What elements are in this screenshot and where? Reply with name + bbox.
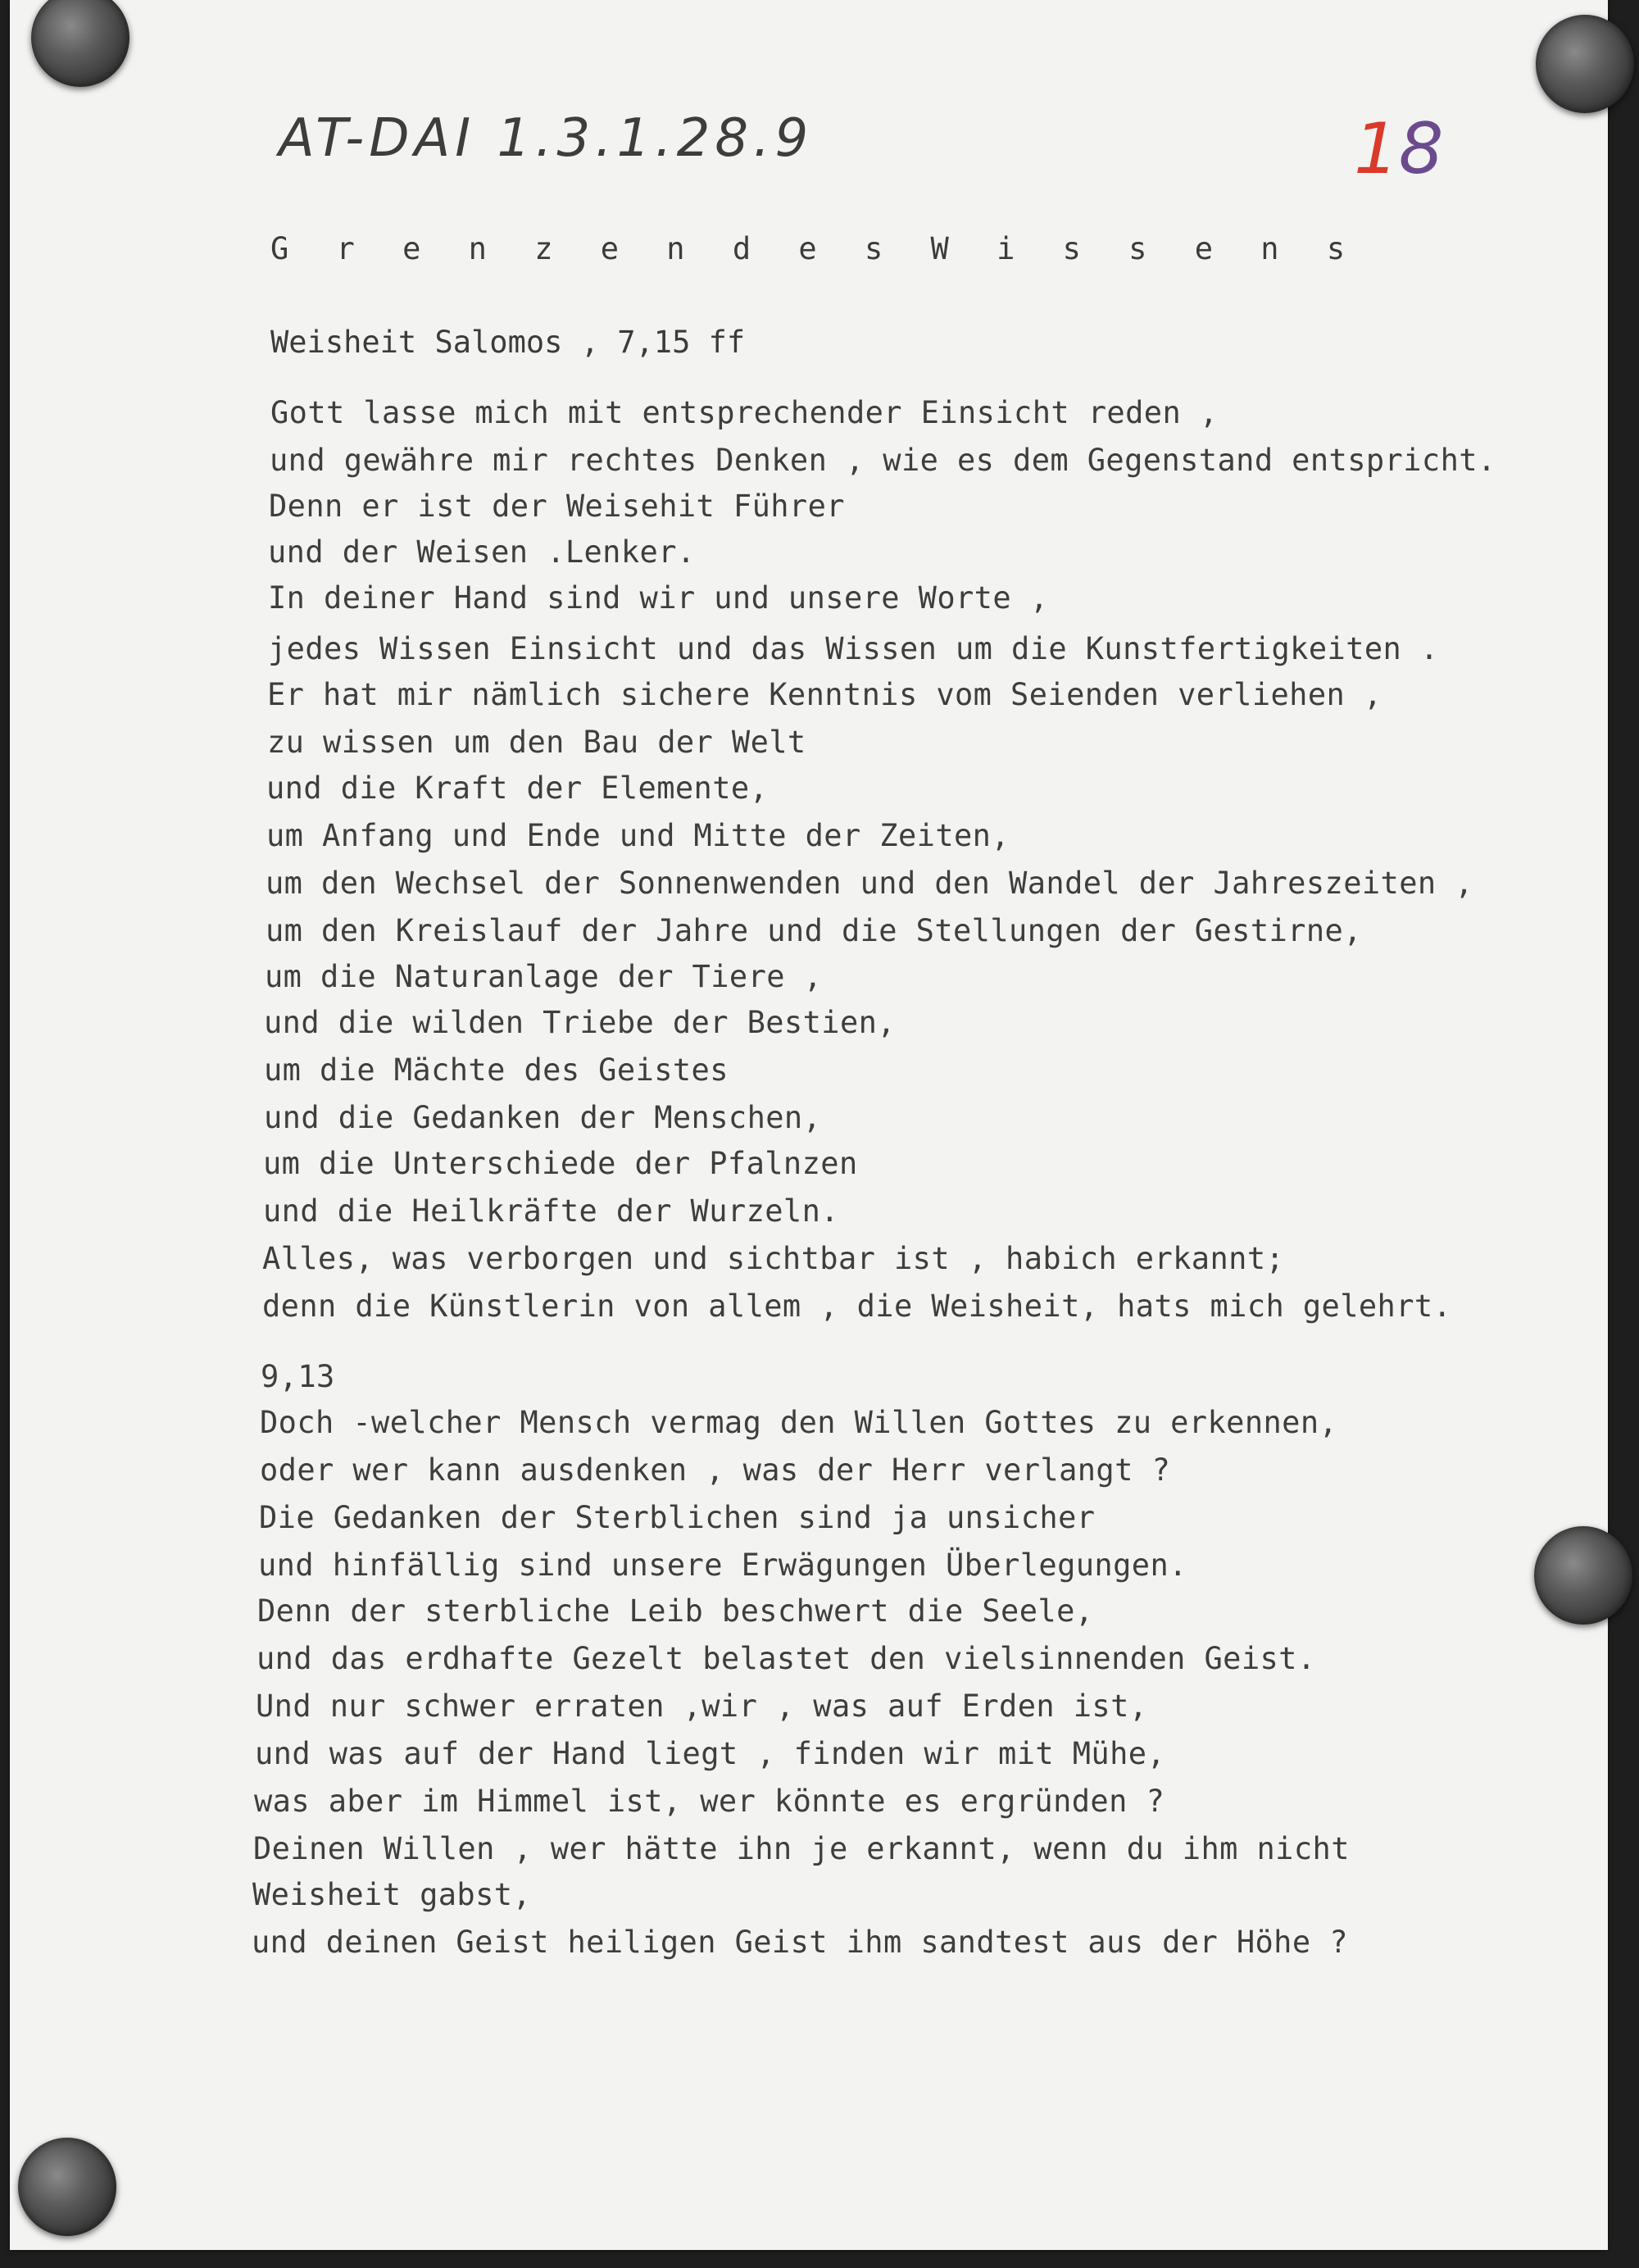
text-line: und das erdhafte Gezelt belastet den vielsinnenden Geist. <box>257 1641 1316 1676</box>
magnet-bottom-left <box>18 2138 116 2236</box>
text-line: um die Naturanlage der Tiere , <box>265 959 823 994</box>
text-line: und die Gedanken der Menschen, <box>264 1100 822 1135</box>
text-line: und die Kraft der Elemente, <box>266 770 769 806</box>
text-line: und was auf der Hand liegt , finden wir mit Mühe, <box>255 1736 1166 1771</box>
text-line: und hinfällig sind unsere Erwägungen Überlegungen. <box>258 1548 1187 1583</box>
text-line: und die wilden Triebe der Bestien, <box>264 1005 896 1040</box>
magnet-right-middle <box>1534 1526 1632 1625</box>
text-line: Doch -welcher Mensch vermag den Willen Gottes zu erkennen, <box>260 1405 1338 1440</box>
text-line: Die Gedanken der Sterblichen sind ja unsicher <box>259 1500 1096 1535</box>
page-number-value: 8 <box>1398 108 1444 190</box>
text-line: Denn er ist der Weisehit Führer <box>269 489 845 524</box>
text-line: und gewähre mir rechtes Denken , wie es dem Gegenstand entspricht. <box>270 443 1496 478</box>
text-line: Alles, was verborgen und sichtbar ist , habich erkannt; <box>262 1241 1285 1276</box>
text-line: um die Mächte des Geistes <box>264 1052 729 1088</box>
text-line: und deinen Geist heiligen Geist ihm sandtest aus der Höhe ? <box>252 1925 1348 1960</box>
text-line: Deinen Willen , wer hätte ihn je erkannt, wenn du ihm nicht <box>253 1831 1350 1866</box>
section1-heading: Weisheit Salomos , 7,15 ff <box>270 325 746 360</box>
magnet-top-right <box>1536 15 1634 113</box>
text-line: um die Unterschiede der Pfalnzen <box>263 1146 858 1181</box>
text-line: Und nur schwer erraten ,wir , was auf Erden ist, <box>256 1689 1148 1724</box>
text-line: zu wissen um den Bau der Welt <box>267 725 806 760</box>
archive-signature: AT-DAI 1.3.1.28.9 <box>279 108 814 169</box>
text-line: um den Wechsel der Sonnenwenden und den Wandel der Jahreszeiten , <box>266 866 1473 901</box>
page-number-struck: 1 <box>1354 108 1399 190</box>
text-line: jedes Wissen Einsicht und das Wissen um die Kunstfertigkeiten . <box>268 631 1439 666</box>
text-line: Er hat mir nämlich sichere Kenntnis vom Seienden verliehen , <box>267 677 1382 712</box>
text-line: um Anfang und Ende und Mitte der Zeiten, <box>266 818 1010 853</box>
document-title: G r e n z e n d e s W i s s e n s <box>270 231 1360 266</box>
text-line: denn die Künstlerin von allem , die Weisheit, hats mich gelehrt. <box>262 1289 1452 1324</box>
text-line: Weisheit gabst, <box>252 1877 532 1912</box>
text-line: was aber im Himmel ist, wer könnte es ergründen ? <box>254 1784 1165 1819</box>
text-line: In deiner Hand sind wir und unsere Worte , <box>268 580 1049 616</box>
section2-heading: 9,13 <box>261 1359 335 1394</box>
page-number <box>1354 108 1443 190</box>
text-line: Gott lasse mich mit entsprechender Einsicht reden , <box>270 395 1219 430</box>
text-line: und die Heilkräfte der Wurzeln. <box>263 1193 839 1229</box>
text-line: oder wer kann ausdenken , was der Herr verlangt ? <box>260 1452 1171 1488</box>
text-line: Denn der sterbliche Leib beschwert die Seele, <box>257 1593 1094 1629</box>
text-line: und der Weisen .Lenker. <box>268 534 696 570</box>
text-line: um den Kreislauf der Jahre und die Stellungen der Gestirne, <box>266 913 1362 948</box>
